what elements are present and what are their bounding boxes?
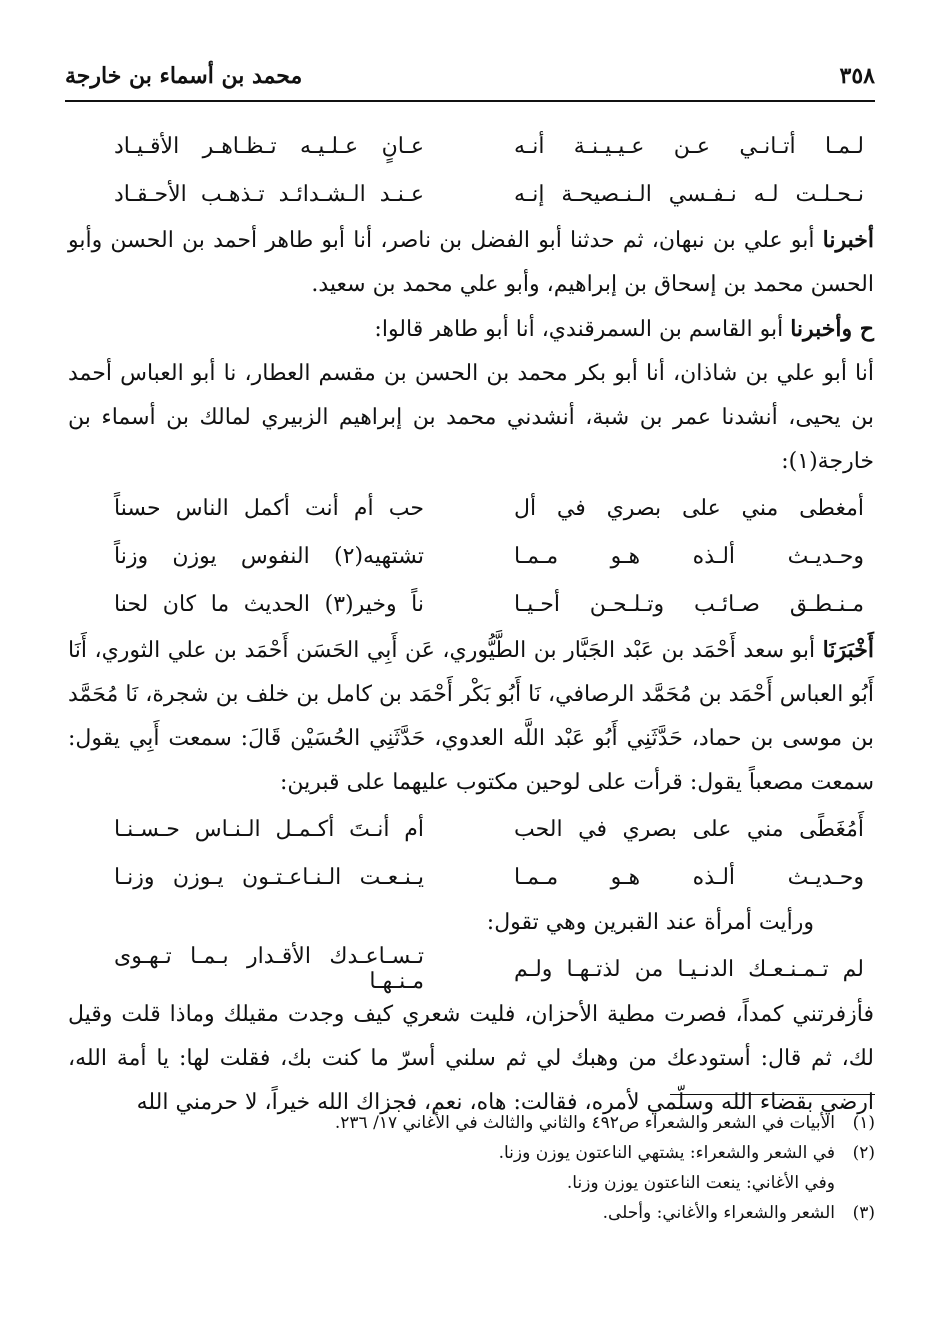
verse-line <box>68 580 874 628</box>
verse-hemistich-second: يـنـعـت الـنـاعـتـون يـوزن وزنـا <box>114 864 424 890</box>
verse-block-2 <box>68 484 874 628</box>
verse-hemistich-second: عـنـد الـشـدائـد تـذهـب الأحـقـاد <box>114 181 424 207</box>
verse-line <box>68 805 874 853</box>
footnotes <box>140 1108 875 1228</box>
footnote-text: في الشعر والشعراء: يشتهي الناعتون يوزن وزنا. <box>498 1143 835 1163</box>
footnote <box>140 1198 875 1228</box>
paragraph-text: أبو القاسم بن السمرقندي، أنا أبو طاهر قالوا: <box>374 317 791 342</box>
verse-hemistich-first: نـحـلـت لـه نـفـسي الـنـصيحـة إنـه <box>514 181 864 207</box>
footnote-text: الأبيات في الشعر والشعراء ص٤٩٢ والثاني والثالث في الأغاني ١٧/ ٢٣٦. <box>334 1113 835 1133</box>
verse-line <box>68 853 874 901</box>
verse-block-1 <box>68 122 874 218</box>
verse-line <box>68 945 874 993</box>
paragraph <box>68 993 874 1125</box>
verse-line <box>68 170 874 218</box>
verse-hemistich-second: تـسـاعـدك الأقـدار بـمـا تـهـوى مـنـهـا <box>114 944 424 994</box>
verse-hemistich-second: عـانٍ عـلـيـه تـظـاهـر الأقـيـاد <box>114 133 424 159</box>
paragraph <box>68 307 874 352</box>
verse-hemistich-second: أم أنـتَ أكـمـل الـنـاس حـسـنـا <box>114 816 424 842</box>
footnote-number: (١) <box>852 1113 875 1133</box>
footnote-number: (٢) <box>852 1143 875 1163</box>
paragraph-text: أبو علي بن نبهان، ثم حدثنا أبو الفضل بن ناصر، أنا أبو طاهر أحمد بن الحسن وأبو الحسن محمد بن إسحاق بن إبراهيم، وأبو علي محمد بن سعيد. <box>68 228 874 297</box>
verse-line <box>68 122 874 170</box>
verse-hemistich-second: حب أم أنت أكمل الناس حسناً <box>114 495 424 521</box>
verse-hemistich-first: أمغطى مني على بصري في أل <box>514 495 864 521</box>
footnote-text: الشعر والشعراء والأغاني: وأحلى. <box>602 1203 835 1223</box>
verse-hemistich-first: وحـديـث ألـذه هـو مـمـا <box>514 864 864 890</box>
footnote <box>140 1108 875 1138</box>
verse-line <box>68 532 874 580</box>
paragraph-lead: أخبرنا <box>822 227 874 253</box>
verse-block-3 <box>68 805 874 901</box>
paragraph-text: أنا أبو علي بن شاذان، أنا أبو بكر محمد بن الحسن بن مقسم العطار، نا أبو العباس أحمد بن يحيى، أنشدنا عمر بن شبة، أنشدني محمد بن إبراهيم الزبيري لمالك بن أسماء بن خارجة(١): <box>68 361 874 474</box>
paragraph-lead: أَخْبَرَنَا <box>822 637 874 663</box>
verse-block-4 <box>68 945 874 993</box>
verse-hemistich-first: أَمُغَطًى مني على بصري في الحب <box>514 816 864 842</box>
narrative-line: ورأيت أمرأة عند القبرين وهي تقول: <box>486 910 814 935</box>
footnote-number: (٣) <box>852 1203 875 1223</box>
verse-hemistich-second: تشتهيه(٢) النفوس يوزن وزناً <box>114 543 424 569</box>
page-header <box>65 56 875 96</box>
page-number: ٣٥٨ <box>839 63 875 89</box>
paragraph <box>68 218 874 307</box>
paragraph <box>68 352 874 484</box>
header-rule <box>65 100 875 102</box>
paragraph <box>68 628 874 805</box>
footnote-rule <box>670 1094 875 1095</box>
paragraph-text: فأزفرتني كمداً، فصرت مطية الأحزان، فليت شعري كيف وجدت مقيلك وماذا قلت وقيل لك، ثم قال: أستودعك من وهبك لي ثم سلني أسرّ ما كنت بك، فقلت لها: يا أمة الله، ارضي بقضاء الله وسلّمي لأمره، فقالت: هاه، نعم، فجزاك الله خيراً، لا حرمني الله <box>68 1002 874 1115</box>
verse-hemistich-second: ناً وخير(٣) الحديث ما كان لحنا <box>114 591 424 617</box>
footnote-continuation: وفي الأغاني: ينعت الناعتون يوزن وزنا. <box>566 1173 835 1193</box>
verse-hemistich-first: لم تـمـنـعـك الدنـيـا من لذتـهـا ولـم <box>514 956 864 982</box>
verse-hemistich-first: لـمـا أتـانـي عـن عـيـيـنـة أنـه <box>514 133 864 159</box>
verse-hemistich-first: مـنـطـق صـائـب وتـلـحـن أحـيـا <box>514 591 864 617</box>
paragraph-text: أبو سعد أَحْمَد بن عَبْد الجَبَّار بن الطَّيُّوري، عَن أَبِي الحَسَن أَحْمَد بن علي الثوري، أَنَا أَبُو العباس أَحْمَد بن مُحَمَّد الرصافي، نَا أَبُو بَكْر أَحْمَد بن كامل بن خلف بن شجرة، نَا مُحَمَّد بن موسى بن حماد، حَدَّثَنِي أَبُو عَبْد اللَّه العدوي، حَدَّثَنِي الحُسَيْن قَالَ: سمعت أَبِي يقول: سمعت مصعباً يقول: قرأت على لوحين مكتوب عليهما على قبرين: <box>68 638 874 795</box>
body-text <box>68 122 874 1125</box>
verse-line <box>68 484 874 532</box>
footnote <box>140 1138 875 1168</box>
running-title: محمد بن أسماء بن خارجة <box>65 63 303 89</box>
paragraph-lead: ح وأخبرنا <box>790 316 874 342</box>
verse-hemistich-first: وحـديـث ألـذه هـو مـمـا <box>514 543 864 569</box>
